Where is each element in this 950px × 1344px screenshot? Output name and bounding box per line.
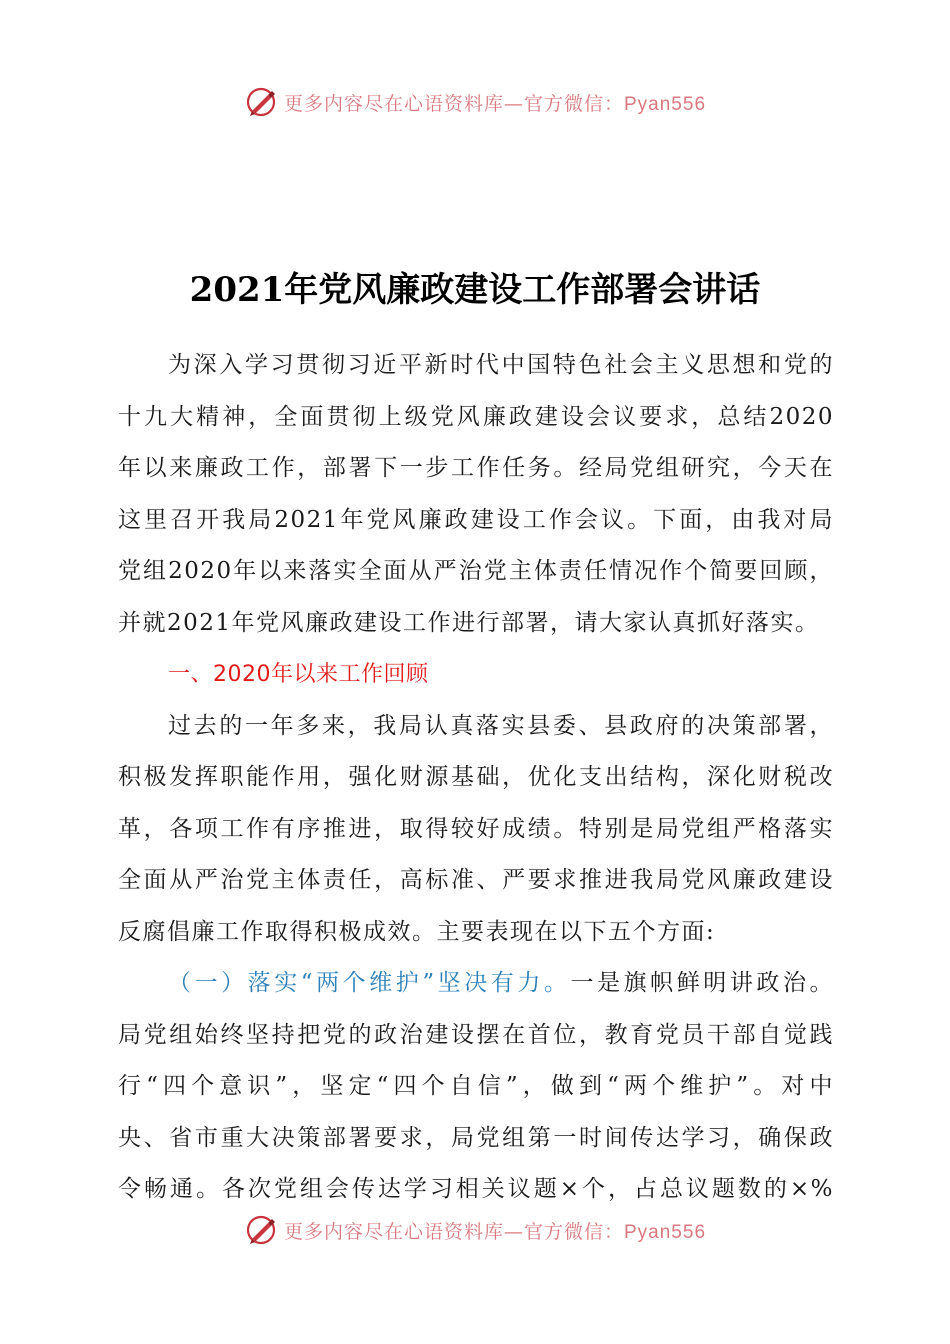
watermark-text: 更多内容尽在心语资料库—官方微信：Pyan556 [283, 1220, 707, 1243]
section-heading: 一、2020年以来工作回顾 [168, 662, 429, 687]
subsection-heading: （一）落实“两个维护”坚决有力。 [168, 970, 571, 996]
paragraph-line: 央、省市重大决策部署要求，局党组第一时间传达学习，确保政 [118, 1124, 834, 1151]
paragraph-line: 党组2020年以来落实全面从严治党主体责任情况作个简要回顾， [118, 558, 834, 584]
paragraph-line: 十九大精神，全面贯彻上级党风廉政建设会议要求，总结2020 [118, 403, 834, 430]
paragraph-line: 这里召开我局2021年党风廉政建设工作会议。下面，由我对局 [118, 506, 834, 533]
wechat-id: Pyan556 [624, 1221, 707, 1243]
paragraph-line: 全面从严治党主体责任，高标准、严要求推进我局党风廉政建设 [118, 867, 834, 893]
paragraph-line: 令畅通。各次党组会传达学习相关议题×个，占总议题数的×% [118, 1176, 834, 1202]
paragraph-line: 为深入学习贯彻习近平新时代中国特色社会主义思想和党的 [168, 352, 834, 378]
paragraph-line: 局党组始终坚持把党的政治建设摆在首位，教育党员干部自觉践 [118, 1021, 834, 1048]
paragraph-line: 反腐倡廉工作取得积极成效。主要表现在以下五个方面: [118, 918, 716, 945]
watermark-banner-bottom [0, 1210, 950, 1250]
pen-nib-logo-icon [244, 1213, 278, 1247]
subsection-line [118, 958, 834, 1010]
pen-nib-logo-icon [244, 85, 278, 119]
paragraph-line: 行“四个意识”，坚定“四个自信”，做到“两个维护”。对中 [118, 1073, 834, 1099]
watermark-text: 更多内容尽在心语资料库—官方微信：Pyan556 [283, 92, 707, 115]
subsection-first-sentence: 一是旗帜鲜明讲政治。 [570, 970, 834, 996]
paragraph-line: 并就2021年党风廉政建设工作进行部署，请大家认真抓好落实。 [118, 609, 820, 636]
wechat-id: Pyan556 [624, 93, 707, 115]
paragraph-line: 积极发挥职能作用，强化财源基础，优化支出结构，深化财税改 [118, 764, 834, 790]
watermark-banner-top [0, 82, 950, 122]
paragraph-line: 年以来廉政工作，部署下一步工作任务。经局党组研究，今天在 [118, 455, 834, 481]
document-body [118, 340, 834, 1216]
paragraph-line: 革，各项工作有序推进，取得较好成绩。特别是局党组严格落实 [118, 815, 834, 842]
paragraph-line: 过去的一年多来，我局认真落实县委、县政府的决策部署， [168, 712, 834, 739]
document-title: 2021年党风廉政建设工作部署会讲话 [189, 270, 761, 310]
